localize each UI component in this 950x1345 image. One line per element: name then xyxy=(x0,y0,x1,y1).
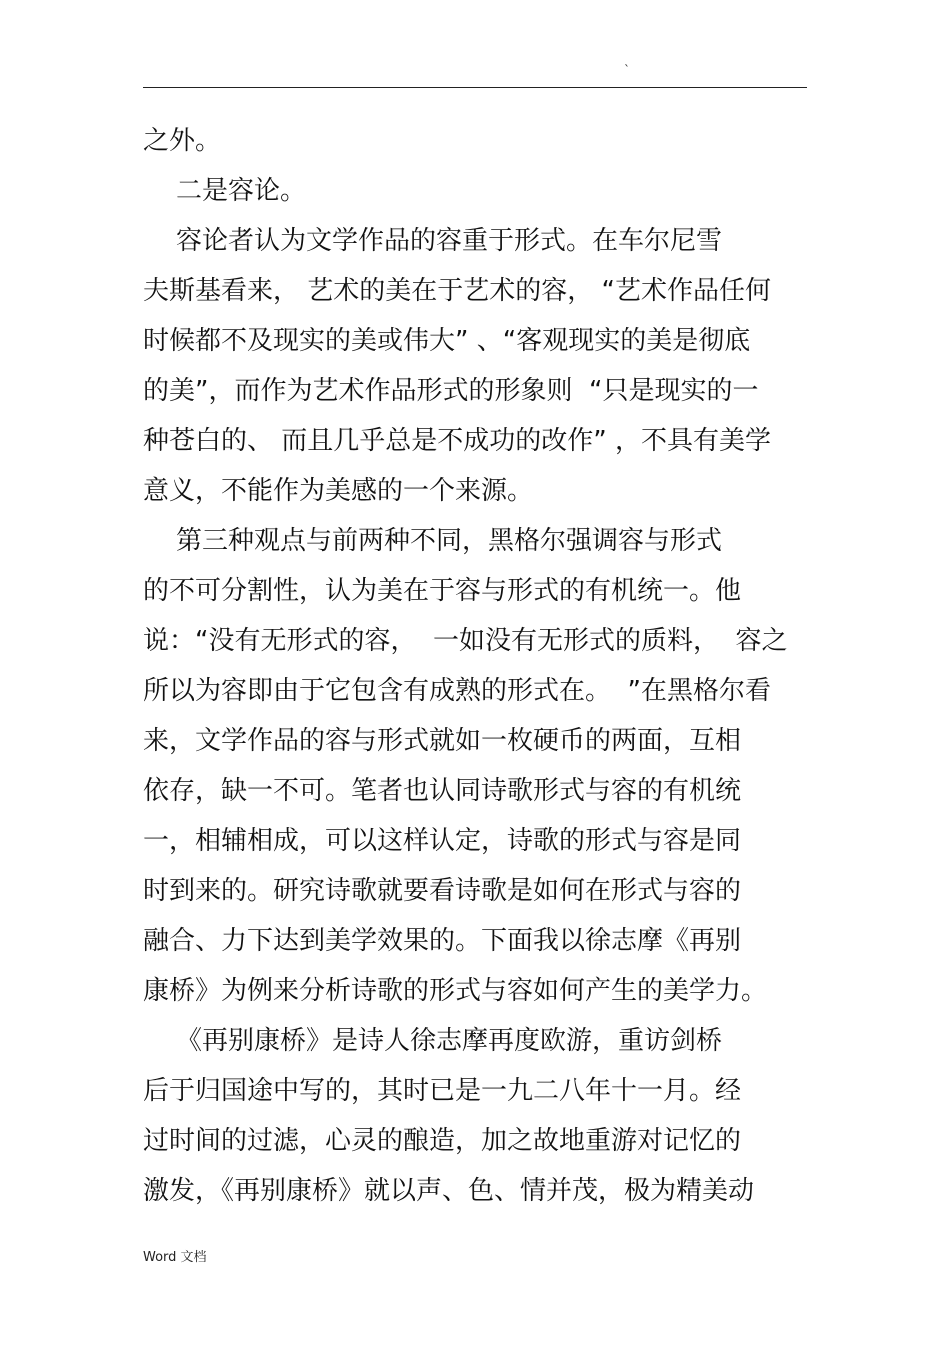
text-line: 康桥》为例来分析诗歌的形式与容如何产生的美学力。 xyxy=(143,976,768,1006)
text-line: 所以为容即由于它包含有成熟的形式在。 ”在黑格尔看 xyxy=(143,676,771,706)
text-line: 夫斯基看来， 艺术的美在于艺术的容， “艺术作品任何 xyxy=(143,276,771,306)
header-rule xyxy=(143,87,807,88)
text-line: 的美”，而作为艺术作品形式的形象则 “只是现实的一 xyxy=(143,376,759,406)
text-line: 的不可分割性，认为美在于容与形式的有机统一。他 xyxy=(143,576,742,606)
text-line: 时到来的。研究诗歌就要看诗歌是如何在形式与容的 xyxy=(143,876,742,906)
document-body xyxy=(143,116,809,1216)
text-line: 《再别康桥》是诗人徐志摩再度欧游，重访剑桥 xyxy=(143,1026,723,1056)
text-line: 来，文学作品的容与形式就如一枚硬币的两面，互相 xyxy=(143,726,742,756)
footer-label: Word 文档 xyxy=(143,1250,207,1265)
text-line: 后于归国途中写的，其时已是一九二八年十一月。经 xyxy=(143,1076,742,1106)
header-mark: ` xyxy=(624,63,630,77)
text-line: 时候都不及现实的美或伟大” 、“客观现实的美是彻底 xyxy=(143,326,751,356)
text-line: 激发，《再别康桥》就以声、色、情并茂，极为精美动 xyxy=(143,1176,755,1206)
text-line: 说：“没有无形式的容， 一如没有无形式的质料， 容之 xyxy=(143,626,788,656)
text-line: 融合、力下达到美学效果的。下面我以徐志摩《再别 xyxy=(143,926,742,956)
text-line: 二是容论。 xyxy=(143,176,307,206)
text-line: 之外。 xyxy=(143,126,222,156)
text-line: 种苍白的、 而且几乎总是不成功的改作” ，不具有美学 xyxy=(143,426,771,456)
text-line: 过时间的过滤，心灵的酿造，加之故地重游对记忆的 xyxy=(143,1126,742,1156)
text-line: 第三种观点与前两种不同，黑格尔强调容与形式 xyxy=(143,526,723,556)
text-line: 容论者认为文学作品的容重于形式。在车尔尼雪 xyxy=(143,226,723,256)
text-line: 意义，不能作为美感的一个来源。 xyxy=(143,476,534,506)
text-line: 一，相辅相成，可以这样认定，诗歌的形式与容是同 xyxy=(143,826,742,856)
text-line: 依存，缺一不可。笔者也认同诗歌形式与容的有机统 xyxy=(143,776,742,806)
